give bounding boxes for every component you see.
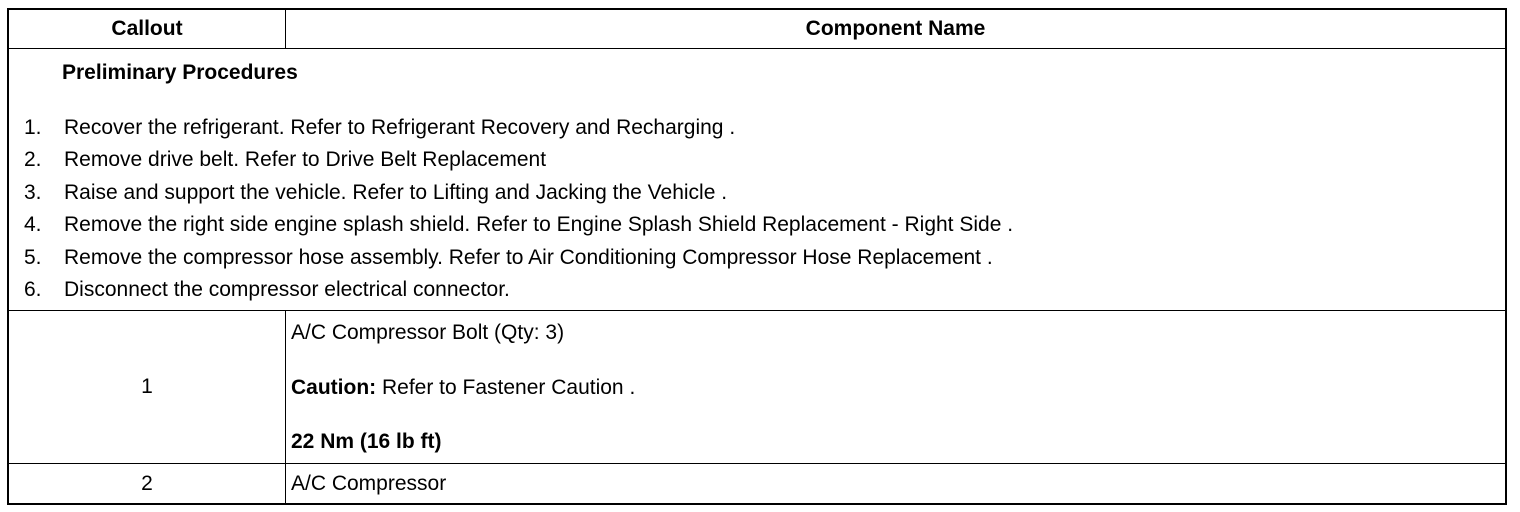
- step-number: 3.: [24, 181, 42, 204]
- step-text: Remove the right side engine splash shield. Refer to Engine Splash Shield Replacement - Right Side .: [64, 213, 1014, 236]
- step-item: [24, 213, 1013, 237]
- step-item: [24, 148, 546, 172]
- column-divider-header: [285, 10, 286, 48]
- column-divider: [285, 464, 286, 503]
- step-number: 4.: [24, 213, 42, 236]
- step-text: Raise and support the vehicle. Refer to Lifting and Jacking the Vehicle .: [64, 181, 728, 204]
- step-item: [24, 278, 510, 302]
- step-text: Disconnect the compressor electrical connector.: [64, 278, 510, 301]
- header-component-name: Component Name: [805, 17, 986, 40]
- step-item: [24, 181, 727, 205]
- step-number: 1.: [24, 116, 42, 139]
- caution-line: [291, 376, 635, 400]
- step-text: Remove the compressor hose assembly. Refer to Air Conditioning Compressor Hose Replacement .: [64, 246, 993, 269]
- component-name: A/C Compressor Bolt (Qty: 3): [291, 321, 565, 344]
- callout-cell: 2: [141, 471, 153, 495]
- procedure-table: [7, 8, 1507, 505]
- step-text: Remove drive belt. Refer to Drive Belt Replacement: [64, 148, 547, 171]
- torque-spec: 22 Nm (16 lb ft): [291, 430, 442, 453]
- step-number: 6.: [24, 278, 42, 301]
- step-number: 5.: [24, 246, 42, 269]
- header-callout: Callout: [111, 17, 183, 40]
- step-item: [24, 246, 993, 270]
- header-divider: [9, 48, 1505, 49]
- column-divider: [285, 311, 286, 463]
- component-name: A/C Compressor: [291, 472, 447, 495]
- step-number: 2.: [24, 148, 42, 171]
- callout-cell: 1: [141, 375, 153, 398]
- step-text: Recover the refrigerant. Refer to Refrigerant Recovery and Recharging .: [64, 116, 736, 139]
- caution-label: Caution:: [291, 376, 377, 399]
- step-item: [24, 116, 735, 140]
- caution-text: Refer to Fastener Caution .: [376, 376, 636, 399]
- preliminary-title: Preliminary Procedures: [62, 61, 298, 84]
